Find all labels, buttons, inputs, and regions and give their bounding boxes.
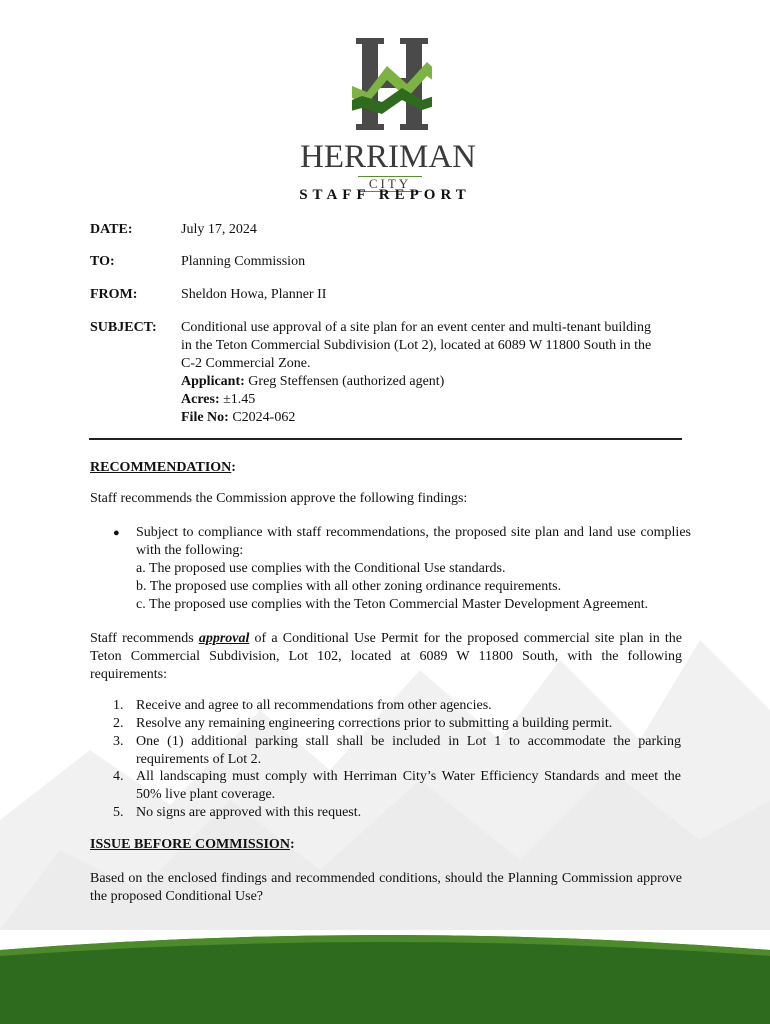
requirement-number: 2.	[113, 716, 124, 731]
acres-label: Acres:	[181, 392, 220, 407]
to-label: TO:	[90, 254, 115, 269]
date-label: DATE:	[90, 222, 133, 237]
requirement-item: Receive and agree to all recommendations from other agencies.	[136, 698, 492, 713]
finding-item: b. The proposed use complies with all other zoning ordinance requirements.	[136, 579, 562, 594]
subject-block	[181, 319, 691, 427]
findings-bullet: Subject to compliance with staff recommendations, the proposed site plan and land use complies with the following:	[136, 525, 691, 558]
file-label: File No:	[181, 410, 229, 425]
applicant-label: Applicant:	[181, 374, 245, 389]
footer-banner	[0, 930, 770, 1024]
subject-line: Conditional use approval of a site plan for an event center and multi-tenant building	[181, 320, 652, 335]
issue-heading: ISSUE BEFORE COMMISSION:	[90, 837, 295, 852]
file-value: C2024-062	[228, 410, 296, 425]
finding-item: a. The proposed use complies with the Conditional Use standards.	[136, 561, 506, 576]
subject-label: SUBJECT:	[90, 320, 157, 335]
requirement-item: No signs are approved with this request.	[136, 805, 362, 820]
requirement-number: 4.	[113, 769, 124, 784]
herriman-city-logo	[300, 36, 477, 191]
acres-value: ±1.45	[219, 392, 256, 407]
subject-line: in the Teton Commercial Subdivision (Lot 2), located at 6089 W 11800 South in the	[181, 338, 652, 353]
divider	[89, 438, 682, 440]
requirement-number: 5.	[113, 805, 124, 820]
requirement-item: All landscaping must comply with Herriman City’s Water Efficiency Standards and meet the 50% live plant coverage.	[136, 769, 681, 802]
recommendation-intro: Staff recommends the Commission approve the following findings:	[90, 491, 468, 506]
logo-h-mountains-icon	[352, 36, 432, 136]
logo-wordmark: HERRIMAN	[300, 139, 477, 175]
from-label: FROM:	[90, 287, 138, 302]
date-value: July 17, 2024	[181, 222, 257, 237]
to-value: Planning Commission	[181, 254, 306, 269]
requirement-item: One (1) additional parking stall shall be included in Lot 1 to accommodate the parking requirements of Lot 2.	[136, 734, 681, 767]
finding-item: c. The proposed use complies with the Teton Commercial Master Development Agreement.	[136, 597, 649, 612]
applicant-value: Greg Steffensen (authorized agent)	[244, 374, 445, 389]
applicant-line	[181, 373, 691, 391]
from-value: Sheldon Howa, Planner II	[181, 287, 327, 302]
recommendation-heading: RECOMMENDATION:	[90, 460, 236, 475]
file-line	[181, 409, 691, 427]
requirement-item: Resolve any remaining engineering corrections prior to submitting a building permit.	[136, 716, 613, 731]
logo-city-label: CITY	[358, 176, 422, 192]
requirement-number: 1.	[113, 698, 124, 713]
requirement-number: 3.	[113, 734, 124, 749]
approval-emphasis: approval	[198, 631, 250, 646]
subject-line: C-2 Commercial Zone.	[181, 356, 311, 371]
issue-text: Based on the enclosed findings and recommended conditions, should the Planning Commission approve the proposed Conditional Use?	[90, 871, 682, 904]
approval-paragraph: Staff recommends approval of a Conditional Use Permit for the proposed commercial site plan in the Teton Commercial Subdivision, Lot 102, located at 6089 W 11800 South, with the following requirements:	[90, 631, 682, 682]
bullet-icon: ●	[113, 527, 120, 539]
page-title: STAFF REPORT	[299, 187, 471, 203]
acres-line	[181, 391, 691, 409]
